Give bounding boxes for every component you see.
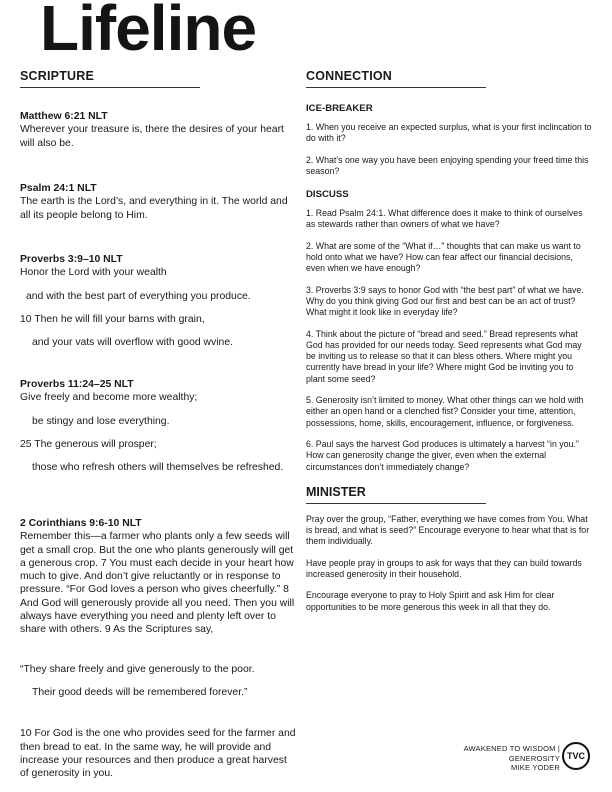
discuss-heading: DISCUSS [306,189,349,201]
passage-text: and your vats will overflow with good wvine. [32,337,233,349]
passage-text: Remember this—a farmer who plants only a few seeds will get a small crop. But the one who plants generously will get a generous crop. 7 You must each decide in your heart how much to give. And don’t give reluctantly or in response to pressure. “For God loves a person who gives cheerfully.” 8 And God will generously provide all you need. Then you will always have everything you need and plenty left over to share with others. 9 As the Scriptures say, [20,531,295,636]
passage-proverbs-3 [20,253,298,349]
passage-matthew [20,110,298,150]
series-title: AWAKENED TO WISDOM | [463,744,560,753]
passage-text: Wherever your treasure is, there the desires of your heart will also be. [20,124,284,149]
passage-text: “They share freely and give generously to the poor. [20,663,255,675]
passage-ref: 2 Corinthians 9:6-10 NLT [20,518,142,529]
scripture-column [20,69,298,780]
passage-text: Give freely and become more wealthy; [20,392,198,404]
series-topic: GENEROSITY [508,753,560,763]
passage-ref: Proverbs 11:24–25 NLT [20,379,134,390]
passage-text: 10 Then he will fill your barns with grain, [20,313,205,325]
connection-column [306,69,592,623]
discuss-question: 6. Paul says the harvest God produces is ultimately a harvest “in you.” How can generosity change the giver, even when the external circumstances don’t immediately change? [306,438,579,472]
passage-text: and with the best part of everything you produce. [26,290,251,302]
icebreaker-heading: ICE-BREAKER [306,103,373,114]
minister-heading: MINISTER [306,485,486,504]
minister-item: Have people pray in groups to ask for ways that they can build towards increased generosity in their household. [306,557,582,580]
discuss-question: 3. Proverbs 3:9 says to honor God with “the best part” of what we have. Why do you think giving God our first and best can be an act of trust? What might it look like in everyday life? [306,284,584,318]
passage-text: 25 The generous will prosper; [20,438,157,450]
speaker-name: MIKE YODER [511,763,560,772]
passage-text: 10 For God is the one who provides seed for the farmer and then bread to eat. In the same way, he will provide and increase your resources and then produce a great harvest of generosity in you. [20,728,296,780]
passage-ref: Matthew 6:21 NLT [20,111,108,122]
scripture-heading: SCRIPTURE [20,69,200,88]
passage-psalm [20,182,298,222]
passage-text: The earth is the Lord’s, and everything in it. The world and all its people belong to Him. [20,196,288,221]
tvc-logo-icon [562,742,590,770]
passage-proverbs-11 [20,378,298,474]
page-title: Lifeline [40,0,257,64]
passage-ref: Proverbs 3:9–10 NLT [20,254,123,265]
passage-2-corinthians [20,517,298,780]
passage-text: Their good deeds will be remembered forever.” [32,686,248,698]
logo-text: TVC [567,751,585,761]
minister-item: Encourage everyone to pray to Holy Spirit and ask Him for clear opportunities to be more generous this week in all that they do. [306,590,555,612]
discuss-question: 4. Think about the picture of “bread and seed.” Bread represents what God has provided for our needs today. Seed represents what God may be inviting us to release so that it can bless others. Where might you currently have bread in your life? Where might God be inviting you to plant some seed? [306,328,582,384]
footer-credits [464,744,560,773]
passage-ref: Psalm 24:1 NLT [20,183,97,194]
passage-text: be stingy and lose everything. [32,415,170,427]
discuss-question: 5. Generosity isn’t limited to money. What other things can we hold with either an open hand or a clenched fist? Consider your time, attention, possessions, home, skills, encouragement, influence, or forgiveness. [306,395,584,428]
discuss-question: 1. Read Psalm 24:1. What difference does it make to think of ourselves as stewards rather than owners of what we have? [306,208,583,230]
icebreaker-question: 2. What’s one way you have been enjoying spending your freed time this season? [306,154,589,176]
connection-heading: CONNECTION [306,69,486,88]
icebreaker-question: 1. When you receive an expected surplus, what is your first inclincation to do with it? [306,122,592,144]
discuss-question: 2. What are some of the “What if…” thoughts that can make us want to hold onto what we have? How can fear affect our financial decisions, even when we have enough? [306,240,581,274]
minister-item: Pray over the group, “Father, everything we have comes from You. What is bread, and what is seed?” Encourage everyone to hear what that is for them individually. [306,513,590,547]
passage-text: those who refresh others will themselves be refreshed. [32,462,284,474]
passage-text: Honor the Lord with your wealth [20,267,167,279]
